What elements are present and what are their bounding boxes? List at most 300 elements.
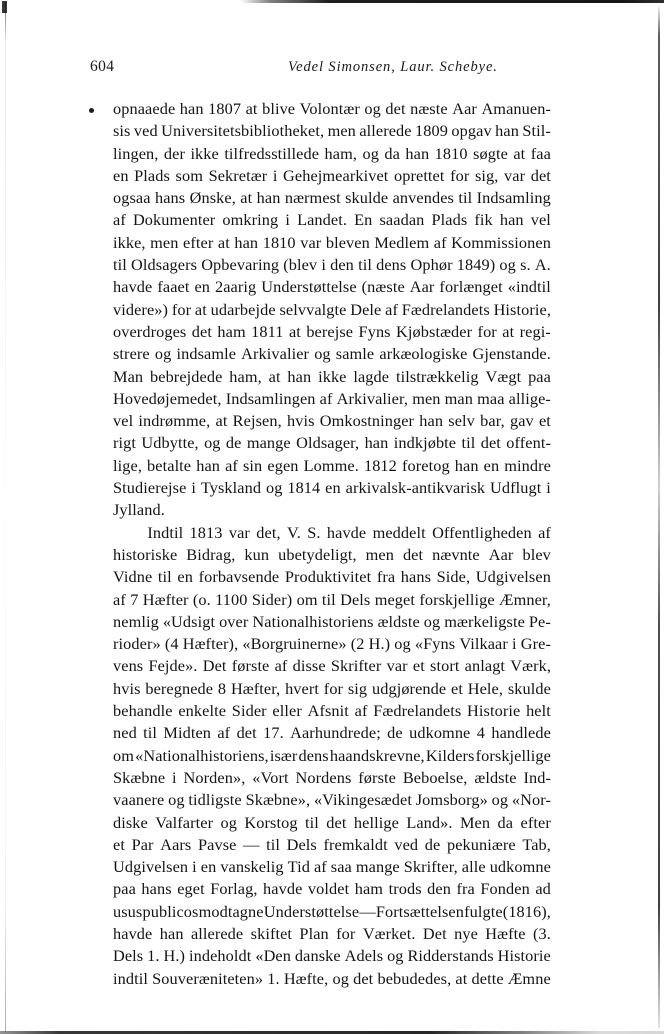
word: Vilkaar [459, 634, 508, 654]
word: vanskelig [220, 857, 284, 877]
word: foretog [401, 455, 450, 475]
word: Hæfter [142, 589, 189, 609]
word: i [546, 478, 551, 498]
word: en [483, 455, 500, 475]
word: Medlem [374, 232, 430, 252]
word: Offentligheden [432, 522, 532, 542]
word: gav [509, 411, 534, 431]
word: at [194, 299, 207, 319]
word: skulde [345, 188, 389, 208]
word: Par [131, 834, 154, 854]
word: s. [520, 255, 531, 275]
word: lingen, [113, 143, 159, 163]
word: indrømme, [138, 411, 211, 431]
word: da [384, 143, 400, 163]
text-line [113, 589, 551, 611]
word: Aar [409, 277, 435, 297]
word: forbavsende [198, 567, 280, 587]
word: til [461, 433, 476, 453]
word: han [179, 99, 204, 118]
word: udarbejde [210, 299, 276, 319]
word: diske [113, 812, 148, 832]
word: nærmest [284, 188, 341, 208]
word: Amanuen- [481, 99, 551, 118]
text-line [113, 410, 551, 432]
word: Midten [163, 723, 212, 743]
text-line [113, 678, 551, 700]
word: han [364, 433, 389, 453]
word: til [157, 567, 172, 587]
text-line [113, 923, 551, 945]
word: Adels [344, 946, 384, 966]
word: til [358, 255, 372, 275]
word: af [433, 232, 447, 252]
word: vel [530, 210, 551, 230]
word: og [314, 344, 331, 364]
word: Plads [431, 210, 468, 230]
word: Understøttelse [261, 277, 357, 297]
text-line [113, 722, 551, 744]
word: Fædrelandets [373, 701, 462, 721]
word: da [497, 812, 514, 832]
word: sin [243, 455, 263, 475]
word: 1809 [415, 121, 449, 141]
word: havde [113, 277, 153, 297]
word: «Vort [252, 767, 289, 787]
word: samle [335, 344, 375, 364]
word: Tyskland [200, 478, 262, 498]
word: allerede [190, 923, 244, 943]
word: om [113, 745, 135, 765]
word: strere [113, 344, 150, 364]
word: til [113, 255, 127, 275]
word: at [268, 366, 281, 386]
text-line [113, 767, 551, 789]
word: Fejde». [148, 656, 198, 676]
text-line [113, 299, 551, 321]
word: hellige [353, 812, 399, 832]
word: Historie, [493, 299, 551, 319]
word: Sider) [251, 589, 293, 609]
word: berejse [306, 321, 354, 341]
word: Fædrelandets [401, 299, 490, 319]
word: et [113, 834, 125, 854]
word: (næste [361, 277, 405, 297]
word: Ind- [523, 767, 551, 787]
text-line: indtil Souveræniteten» 1. Hæfte, og det bebudedes, at dette Æmne [113, 968, 551, 988]
word: arkæologiske [379, 344, 468, 364]
word: og [387, 946, 404, 966]
word: faaet [157, 277, 190, 297]
word: 4 [476, 723, 485, 743]
word: Skæbne [113, 767, 166, 787]
word: fra [456, 879, 475, 899]
word: Man [113, 366, 144, 386]
word: saa [330, 857, 352, 877]
word: af [113, 589, 126, 609]
word: af [313, 857, 327, 877]
word: tilstrækkelig [395, 366, 479, 386]
body-text-block [113, 98, 551, 990]
word: Kilders [425, 745, 475, 765]
word: det [191, 321, 212, 341]
word: efter [520, 812, 551, 832]
word: Landet. [297, 210, 348, 230]
word: dens [298, 745, 329, 765]
word: og [265, 478, 283, 498]
text-line [113, 745, 551, 767]
word: det [385, 99, 406, 118]
word: selvvalgte [279, 299, 347, 319]
word: 1813 [189, 522, 223, 542]
word: Produktivitet [284, 567, 372, 587]
word: Dels [340, 589, 371, 609]
word: 1814 [287, 478, 321, 498]
word: hvis [286, 411, 315, 431]
word: — [359, 901, 376, 921]
word: Dels [286, 834, 317, 854]
word: vel [113, 411, 134, 431]
word: paa [113, 879, 136, 899]
word: nye [454, 923, 478, 943]
word: offent- [506, 433, 551, 453]
word: og [491, 790, 509, 810]
word: lagde [353, 366, 390, 386]
word: Det [202, 656, 227, 676]
word: Udbytte, [141, 433, 199, 453]
word: ned [113, 723, 137, 743]
word: — [243, 834, 260, 854]
word: videre») [113, 299, 169, 319]
word: Arkivalier [241, 344, 310, 364]
word: Gehejmearkivet [283, 165, 389, 185]
word: danske [294, 946, 341, 966]
word: for [171, 299, 192, 319]
word: historiske [113, 544, 178, 564]
word: og [220, 812, 238, 832]
word: af [225, 455, 238, 475]
word: behandle [113, 701, 173, 721]
word: 7 [130, 589, 139, 609]
text-line [113, 209, 551, 231]
word: ikke [318, 366, 347, 386]
word: omkring [222, 210, 279, 230]
word: sig [347, 678, 368, 698]
word: «Udsigt [162, 611, 216, 631]
word: man [444, 388, 473, 408]
word: (o. [192, 589, 211, 609]
word: Gjenstande. [472, 344, 551, 364]
word: Udgivelsen [475, 567, 551, 587]
word: fik [474, 210, 493, 230]
word: H.) [163, 946, 186, 966]
text-line [113, 276, 551, 298]
word: for [336, 923, 356, 943]
text-line [113, 566, 551, 588]
word: han [287, 366, 312, 386]
word: A. [534, 255, 551, 275]
word: oprettet [393, 165, 445, 185]
word: og [364, 99, 381, 118]
word: hvert [285, 678, 320, 698]
word: Fyns [358, 321, 391, 341]
word: lige, [113, 455, 142, 475]
word: det [530, 165, 551, 185]
word: Pavse [198, 834, 237, 854]
word: ham, [324, 143, 358, 163]
word: i [321, 255, 326, 275]
word: forskjellige [419, 589, 495, 609]
text-line [113, 98, 551, 120]
word: bleven [325, 232, 370, 252]
text-line [113, 254, 551, 276]
word: og [168, 790, 185, 810]
word: skiftet [250, 923, 293, 943]
word: dens [376, 255, 407, 275]
word: 1807 [208, 99, 242, 118]
word: modtagne [198, 901, 264, 921]
word: Korstog [244, 812, 298, 832]
word: som [175, 165, 203, 185]
word: faa [530, 143, 551, 163]
word: V. [286, 522, 301, 542]
word: hans [154, 188, 186, 208]
word: Indsamlingen [225, 388, 316, 408]
word: Oldsager, [296, 433, 360, 453]
scan-edge-left-icon [5, 2, 6, 1032]
word: et [538, 411, 551, 431]
word: i [272, 165, 278, 185]
word: var [228, 522, 250, 542]
word: 1810 [262, 232, 296, 252]
word: ved [133, 121, 158, 141]
word: disse [292, 656, 326, 676]
word: nævnte [432, 544, 480, 564]
word: indkjøbte [393, 433, 457, 453]
word: den [427, 879, 451, 899]
word: vaanere [113, 790, 165, 810]
word: Vægt [485, 366, 522, 386]
word: en [113, 165, 129, 185]
word: ad [535, 879, 551, 899]
word: indeholdt [189, 946, 252, 966]
word: havde [326, 522, 367, 542]
word: Dele [350, 299, 382, 319]
text-line [113, 812, 551, 834]
word: publicos [142, 901, 199, 921]
word: en [325, 478, 341, 498]
word: Ønske, [189, 188, 236, 208]
word: Rejsen, [232, 411, 282, 431]
text-line [113, 945, 551, 967]
word: at [245, 99, 258, 118]
word: Aarhundrede; [290, 723, 381, 743]
running-head-title: Vedel Simonsen, Laur. Schebye. [288, 59, 498, 75]
word: maa [477, 388, 505, 408]
word: til [458, 188, 473, 208]
page-number: 604 [90, 58, 115, 75]
word: det [402, 544, 424, 564]
text-line [113, 187, 551, 209]
word: enkelte [178, 701, 227, 721]
word: første [231, 656, 270, 676]
word: Forlag, [210, 879, 258, 899]
word: saadan [379, 210, 425, 230]
text-line [113, 120, 551, 142]
word: var [300, 232, 322, 252]
word: Plan [299, 923, 329, 943]
word: Indtil [147, 522, 184, 542]
word: han [159, 923, 184, 943]
word: ham [354, 879, 384, 899]
word: Lomme. [303, 455, 359, 475]
word: Indsamling [476, 188, 551, 208]
word: 1. [147, 946, 160, 966]
word: for [477, 321, 497, 341]
word: og [423, 611, 441, 631]
word: overdroges [113, 321, 187, 341]
word: søgte [473, 143, 508, 163]
word: hvis [113, 678, 141, 698]
text-line [113, 388, 551, 410]
word: opnaaede [113, 99, 176, 118]
word: at [513, 143, 526, 163]
text-line [113, 366, 551, 388]
word: han [405, 143, 430, 163]
word: tilfredsstillede [224, 143, 320, 163]
word: Sider [231, 701, 267, 721]
word: nemlig [113, 611, 159, 631]
word: Stil- [522, 121, 551, 141]
word: udkomne [409, 723, 471, 743]
word: 8 [217, 678, 227, 698]
margin-speck-icon [89, 108, 94, 113]
word: «Borgruinerne» [242, 634, 347, 654]
text-line [113, 165, 551, 187]
word: for [323, 678, 344, 698]
word: (blev [283, 255, 318, 275]
text-line [113, 856, 551, 878]
word: Aar [452, 99, 477, 118]
text-line [113, 633, 551, 655]
word: betalte [147, 455, 192, 475]
word: var [386, 656, 408, 676]
word: af [538, 522, 551, 542]
word: og [499, 255, 516, 275]
word: beregnede [145, 678, 214, 698]
word: Hæfte [485, 923, 526, 943]
word: eller [272, 701, 302, 721]
word: 1100 [215, 589, 248, 609]
word: og [362, 143, 379, 163]
word: forlænget [439, 277, 503, 297]
word: de [424, 834, 441, 854]
word: første [358, 767, 396, 787]
word: S. [307, 522, 321, 542]
word: Bidrag, [186, 544, 236, 564]
word: det, [256, 522, 281, 542]
word: Tid [287, 857, 310, 877]
text-line [113, 455, 551, 477]
running-head [90, 58, 570, 80]
word: Værket. [362, 923, 416, 943]
text-line [113, 432, 551, 454]
word: i [172, 767, 177, 787]
word: Nordens [295, 767, 352, 787]
word: 2aarig [214, 277, 257, 297]
word: selv [448, 411, 475, 431]
word: Udgivelsen [113, 857, 189, 877]
word: En [354, 210, 373, 230]
word: 17. [263, 723, 284, 743]
word: Ridderstands [407, 946, 494, 966]
word: regi- [519, 321, 551, 341]
word: et [412, 656, 425, 676]
word: Skrifter, [403, 857, 458, 877]
word: Omkostninger [319, 411, 415, 431]
text-line [113, 834, 551, 856]
word: indsamle [176, 344, 237, 364]
text-line [113, 477, 551, 499]
word: Ophør [410, 255, 453, 275]
word: Universitetsbibliotheket, [161, 121, 325, 141]
word: Men [459, 812, 491, 832]
word: Side, [436, 567, 471, 587]
word: af [385, 299, 398, 319]
word: af [274, 656, 288, 676]
word: Afsnit [307, 701, 349, 721]
word: Plads [134, 165, 170, 185]
word: ham, [229, 366, 262, 386]
word: Pe- [528, 611, 551, 631]
text-line [113, 789, 551, 811]
word: mindre [504, 455, 551, 475]
word: og [394, 634, 411, 654]
word: (3. [532, 923, 551, 943]
word: anvendes [392, 188, 454, 208]
word: arkivalsk-antikvarisk [345, 478, 486, 498]
word: at [502, 321, 515, 341]
word: til [266, 834, 280, 854]
word: Opbevaring [201, 255, 280, 275]
word: mærkeligste [444, 611, 525, 631]
word: 1811 [251, 321, 284, 341]
word: Kommissionen [451, 232, 551, 252]
word: opgav [451, 121, 492, 141]
word: Skæbne», [245, 790, 311, 810]
word: «Vikingesædet [313, 790, 412, 810]
word: Valfarter [155, 812, 214, 832]
word: til [321, 589, 336, 609]
word: meddelt [372, 522, 426, 542]
word: for [450, 165, 470, 185]
scan-edge-right-icon [658, 6, 660, 1028]
word: Hele, [467, 678, 504, 698]
word: ikke, [113, 232, 146, 252]
word: der [163, 143, 185, 163]
word: eget [177, 879, 205, 899]
word: usus [113, 901, 143, 921]
word: Det [422, 923, 447, 943]
word: (4 [164, 634, 179, 654]
word: Tab, [522, 834, 551, 854]
word: at [288, 321, 301, 341]
word: alle [461, 857, 486, 877]
word: kun [244, 544, 270, 564]
text-line [113, 655, 551, 677]
word: bebrejdede [150, 366, 223, 386]
word: af [319, 388, 333, 408]
